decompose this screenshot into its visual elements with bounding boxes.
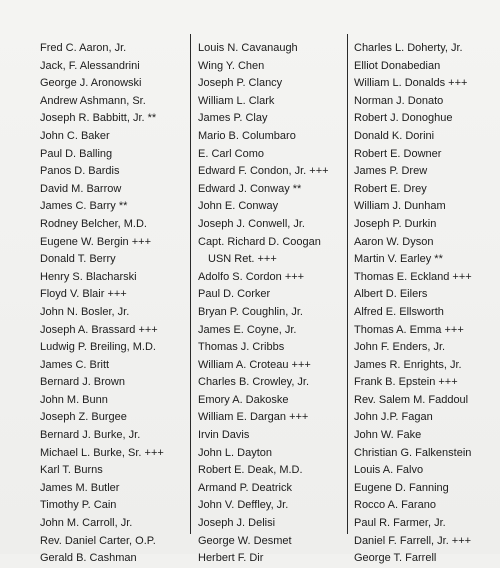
name-entry: Alfred E. Ellsworth <box>354 305 444 318</box>
name-entry: John J.P. Fagan <box>354 411 433 424</box>
name-entry: Frank B. Epstein +++ <box>354 376 458 389</box>
name-entry: Paul R. Farmer, Jr. <box>354 517 446 530</box>
name-entry: Robert J. Donoghue <box>354 112 453 125</box>
name-entry: USN Ret. +++ <box>208 253 277 266</box>
name-entry: Charles B. Crowley, Jr. <box>198 376 310 389</box>
name-entry: William L. Donalds +++ <box>354 77 468 90</box>
name-entry: Joseph P. Durkin <box>354 217 437 230</box>
name-entry: Joseph Z. Burgee <box>40 411 127 424</box>
name-entry: Eugene D. Fanning <box>354 481 449 494</box>
name-entry: Floyd V. Blair +++ <box>40 288 127 301</box>
name-entry: Capt. Richard D. Coogan <box>198 235 321 248</box>
name-entry: John M. Carroll, Jr. <box>40 517 133 530</box>
name-entry: Panos D. Bardis <box>40 165 120 178</box>
name-entry: Rodney Belcher, M.D. <box>40 217 147 230</box>
name-entry: Timothy P. Cain <box>40 499 117 512</box>
name-entry: James R. Enrights, Jr. <box>354 358 462 371</box>
name-entry: Joseph J. Conwell, Jr. <box>198 217 305 230</box>
name-entry: Rev. Daniel Carter, O.P. <box>40 534 156 547</box>
name-entry: David M. Barrow <box>40 182 122 195</box>
name-column-3 <box>354 40 494 568</box>
name-entry: Christian G. Falkenstein <box>354 446 472 459</box>
name-entry: Donald K. Dorini <box>354 129 435 142</box>
name-entry: James P. Drew <box>354 165 428 178</box>
name-entry: Edward F. Condon, Jr. +++ <box>198 165 329 178</box>
name-entry: Jack, F. Alessandrini <box>40 59 140 72</box>
name-entry: Louis A. Falvo <box>354 464 424 477</box>
name-entry: Paul D. Balling <box>40 147 113 160</box>
name-entry: William E. Dargan +++ <box>198 411 309 424</box>
name-entry: William L. Clark <box>198 94 275 107</box>
name-entry: Emory A. Dakoske <box>198 393 289 406</box>
name-entry: Joseph R. Babbitt, Jr. ** <box>40 112 157 125</box>
name-entry: Charles L. Doherty, Jr. <box>354 42 463 54</box>
name-entry: Mario B. Columbaro <box>198 129 296 142</box>
name-entry: George T. Farrell <box>354 552 437 565</box>
name-entry: E. Carl Como <box>198 147 265 160</box>
name-entry: Louis N. Cavanaugh <box>198 42 298 54</box>
name-entry: James M. Butler <box>40 481 120 494</box>
name-entry: Martin V. Earley ** <box>354 253 443 266</box>
name-entry: Robert E. Downer <box>354 147 442 160</box>
name-entry: Daniel F. Farrell, Jr. +++ <box>354 534 472 547</box>
name-entry: Eugene W. Bergin +++ <box>40 235 151 248</box>
column-divider <box>190 34 191 534</box>
name-entry: John M. Bunn <box>40 393 108 406</box>
name-entry: William A. Croteau +++ <box>198 358 311 371</box>
name-entry: Donald T. Berry <box>40 253 116 266</box>
name-entry: Joseph J. Delisi <box>198 517 276 530</box>
name-entry: George W. Desmet <box>198 534 292 547</box>
name-entry: Rocco A. Farano <box>354 499 436 512</box>
name-entry: Paul D. Corker <box>198 288 271 301</box>
name-entry: Aaron W. Dyson <box>354 235 434 248</box>
name-entry: Joseph A. Brassard +++ <box>40 323 158 336</box>
name-entry: James P. Clay <box>198 112 268 125</box>
name-entry: Robert E. Drey <box>354 182 427 195</box>
name-entry: Elliot Donabedian <box>354 59 441 72</box>
name-entry: Herbert F. Dir <box>198 552 264 565</box>
name-entry: Irvin Davis <box>198 429 250 442</box>
name-entry: Bryan P. Coughlin, Jr. <box>198 305 303 318</box>
name-entry: James C. Britt <box>40 358 110 371</box>
name-entry: Fred C. Aaron, Jr. <box>40 42 127 54</box>
name-entry: Andrew Ashmann, Sr. <box>40 94 146 107</box>
name-entry: Ludwig P. Breiling, M.D. <box>40 341 156 354</box>
name-entry: Armand P. Deatrick <box>198 481 292 494</box>
name-entry: Henry S. Blacharski <box>40 270 137 283</box>
name-entry: John L. Dayton <box>198 446 272 459</box>
name-entry: Thomas J. Cribbs <box>198 341 285 354</box>
name-entry: Bernard J. Brown <box>40 376 125 389</box>
name-entry: Wing Y. Chen <box>198 59 265 72</box>
name-entry: George J. Aronowski <box>40 77 142 90</box>
name-entry: Albert D. Eilers <box>354 288 428 301</box>
name-column-1 <box>40 40 190 568</box>
name-entry: John F. Enders, Jr. <box>354 341 446 354</box>
name-entry: William J. Dunham <box>354 200 446 213</box>
name-entry: Gerald B. Cashman <box>40 552 137 565</box>
name-entry: John W. Fake <box>354 429 422 442</box>
name-entry: Rev. Salem M. Faddoul <box>354 393 469 406</box>
name-entry: Joseph P. Clancy <box>198 77 283 90</box>
name-entry: John C. Baker <box>40 129 110 142</box>
name-entry: Norman J. Donato <box>354 94 444 107</box>
name-entry: Robert E. Deak, M.D. <box>198 464 303 477</box>
name-entry: Thomas A. Emma +++ <box>354 323 464 336</box>
name-column-2 <box>198 40 348 568</box>
name-entry: James C. Barry ** <box>40 200 128 213</box>
name-entry: Karl T. Burns <box>40 464 103 477</box>
name-entry: Thomas E. Eckland +++ <box>354 270 472 283</box>
name-entry: Edward J. Conway ** <box>198 182 302 195</box>
name-entry: Adolfo S. Cordon +++ <box>198 270 305 283</box>
name-entry: John V. Deffley, Jr. <box>198 499 289 512</box>
name-entry: John E. Conway <box>198 200 279 213</box>
name-entry: John N. Bosler, Jr. <box>40 305 130 318</box>
name-entry: Bernard J. Burke, Jr. <box>40 429 141 442</box>
name-entry: Michael L. Burke, Sr. +++ <box>40 446 164 459</box>
name-entry: James E. Coyne, Jr. <box>198 323 297 336</box>
